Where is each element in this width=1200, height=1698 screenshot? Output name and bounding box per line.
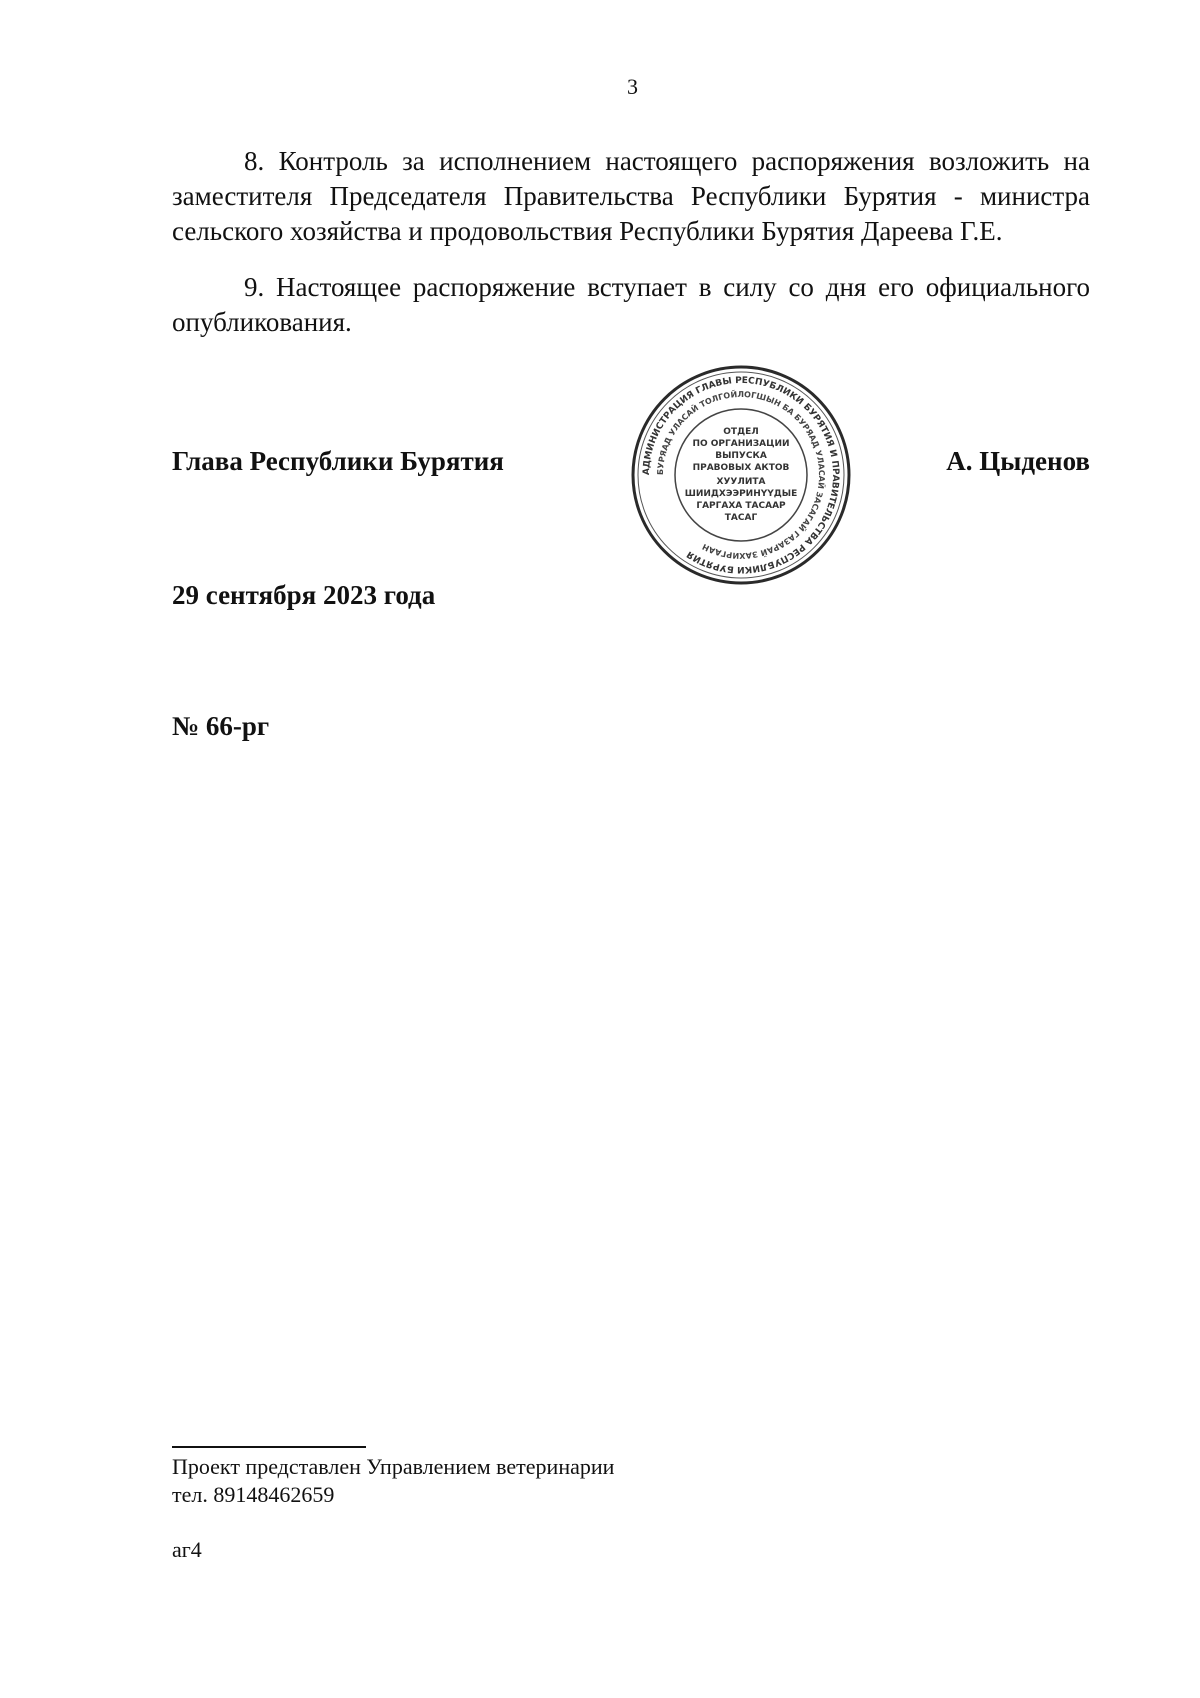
seal-center-line-1: ОТДЕЛ — [723, 427, 759, 437]
footnote-phone: тел. 89148462659 — [172, 1482, 335, 1507]
page-number: 3 — [627, 74, 638, 99]
footnote-submitted-by: Проект представлен Управлением ветеринарии — [172, 1454, 615, 1479]
seal-center-line-8: ТАСАГ — [724, 513, 758, 523]
svg-text:БУРЯАД УЛАСАЙ ТОЛГОЙЛОГШЫН БА — [656, 388, 828, 560]
seal-outer-ring — [633, 367, 849, 583]
seal-inner-outer-text: БУРЯАД УЛАСАЙ ТОЛГОЙЛОГШЫН БА БУРЯАД УЛАСАЙ ЗАСАГАЙ ГАЗАРАЙ ЗАХИРГААН — [655, 389, 827, 561]
signature-position-title: Глава Республики Бурятия — [172, 446, 504, 476]
seal-center-line-6: ШИИДХЭЭРИНҮҮДЫЕ — [684, 489, 798, 499]
document-number: № 66-рг — [172, 711, 270, 741]
seal-center-line-7: ГАРГАХА ТАСААР — [696, 501, 786, 511]
seal-outer-ring-thin — [638, 372, 844, 578]
footnote-divider — [172, 1446, 366, 1448]
document-date: 29 сентября 2023 года — [172, 580, 436, 610]
seal-center-line-3: ВЫПУСКА — [715, 451, 767, 461]
paragraph-9: 9. Настоящее распоряжение вступает в силу со дня его официального опубликования. — [172, 272, 1090, 337]
document-code: аг4 — [172, 1537, 202, 1562]
seal-center-line-5: ХУУЛИТА — [716, 477, 766, 487]
seal-center-line-4: ПРАВОВЫХ АКТОВ — [692, 463, 790, 473]
signer-name: А. Цыденов — [946, 446, 1090, 476]
official-seal — [630, 364, 852, 586]
paragraph-8: 8. Контроль за исполнением настоящего распоряжения возложить на заместителя Председателя Правительства Республики Бурятия - министра сельского хозяйства и продовольствия Республики Бурятия Дареева Г.Е. — [172, 146, 1090, 246]
svg-text:АДМИНИСТРАЦИЯ ГЛАВЫ РЕСПУБЛИКИ — [642, 376, 840, 574]
seal-outer-text: АДМИНИСТРАЦИЯ ГЛАВЫ РЕСПУБЛИКИ БУРЯТИЯ И ПРАВИТЕЛЬСТВА РЕСПУБЛИКИ БУРЯТИЯ — [641, 375, 841, 575]
seal-center-line-2: ПО ОРГАНИЗАЦИИ — [692, 439, 790, 449]
